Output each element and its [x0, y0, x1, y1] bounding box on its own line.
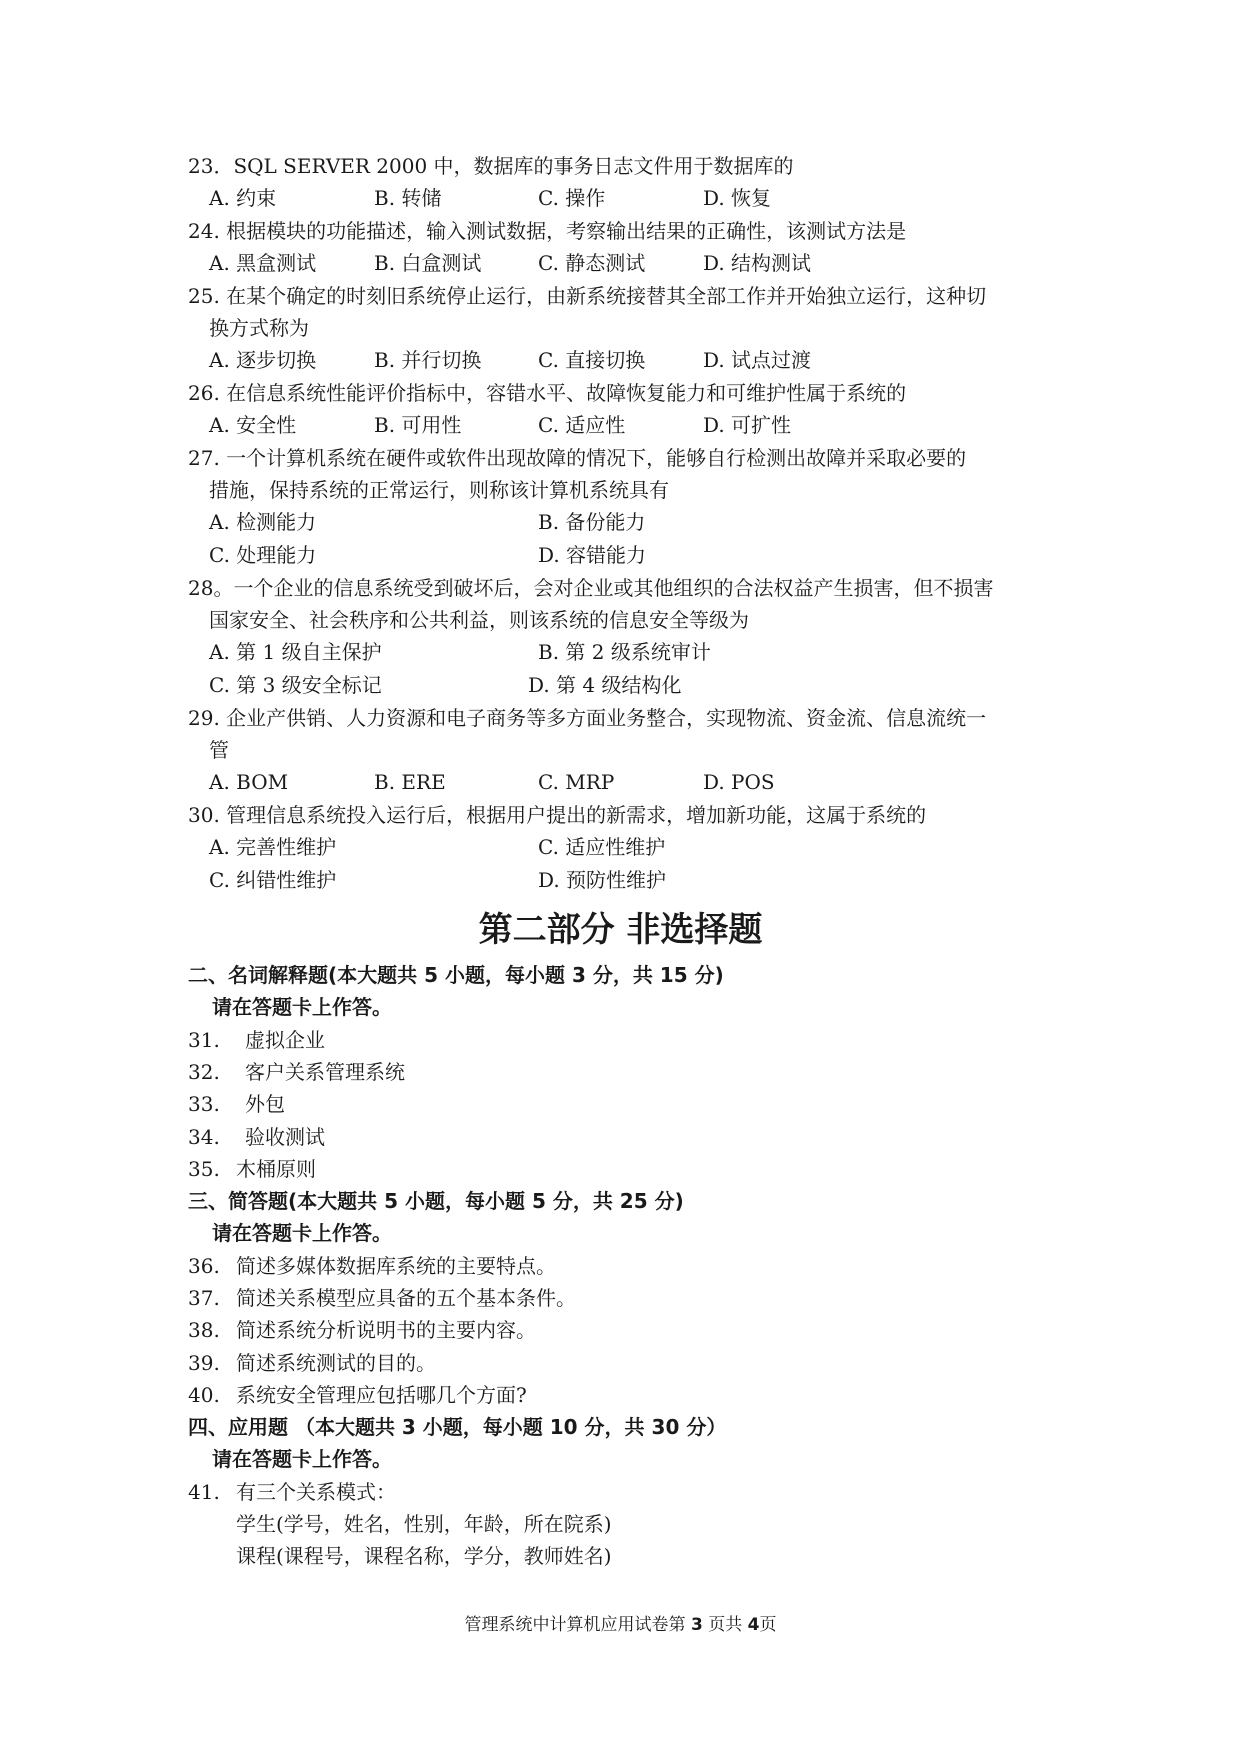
footer-suffix: 页 [759, 1615, 777, 1635]
section-2-heading: 二、名词解释题(本大题共 5 小题，每小题 3 分，共 15 分) [188, 963, 724, 987]
question-41-stem: 有三个关系模式： [236, 1480, 396, 1504]
q29-option-a: A. BOM [209, 770, 289, 794]
q25-option-d: D. 试点过渡 [703, 348, 812, 372]
relation-schema-course: 课程(课程号，课程名称，学分，教师姓名) [236, 1544, 612, 1568]
item-number: 39. [188, 1351, 220, 1375]
question-24-stem: 24. 根据模块的功能描述，输入测试数据，考察输出结果的正确性，该测试方法是 [188, 219, 907, 243]
item-number: 36. [188, 1254, 220, 1278]
term-item: 虚拟企业 [245, 1028, 325, 1052]
short-answer-item: 系统安全管理应包括哪几个方面? [236, 1383, 527, 1407]
relation-schema-student: 学生(学号，姓名，性别，年龄，所在院系) [236, 1512, 612, 1536]
section-3-note: 请在答题卡上作答。 [212, 1221, 392, 1245]
q29-option-d: D. POS [703, 770, 775, 794]
short-answer-item: 简述关系模型应具备的五个基本条件。 [236, 1286, 576, 1310]
question-23-stem: 23．SQL SERVER 2000 中，数据库的事务日志文件用于数据库的 [188, 154, 794, 178]
item-number: 38. [188, 1318, 220, 1342]
question-29-stem-cont: 管 [209, 738, 229, 762]
short-answer-item: 简述系统测试的目的。 [236, 1351, 436, 1375]
q26-option-a: A. 安全性 [209, 413, 297, 437]
q24-option-b: B. 白盒测试 [374, 251, 482, 275]
part-title: 第二部分 非选择题 [478, 910, 763, 950]
q28-option-d: D. 第 4 级结构化 [528, 673, 682, 697]
page-footer [0, 1614, 1241, 1636]
footer-page-number: 3 [690, 1615, 703, 1635]
q27-option-b: B. 备份能力 [538, 510, 646, 534]
q27-option-d: D. 容错能力 [538, 543, 647, 567]
item-number: 31. [188, 1028, 220, 1052]
question-28-stem-cont: 国家安全、社会秩序和公共利益，则该系统的信息安全等级为 [209, 608, 749, 632]
q29-option-c: C. MRP [538, 770, 615, 794]
q25-option-c: C. 直接切换 [538, 348, 646, 372]
q28-option-a: A. 第 1 级自主保护 [209, 640, 382, 664]
q23-option-c: C. 操作 [538, 186, 606, 210]
term-item: 外包 [245, 1092, 285, 1116]
q25-option-b: B. 并行切换 [374, 348, 482, 372]
item-number: 32. [188, 1060, 220, 1084]
q24-option-d: D. 结构测试 [703, 251, 812, 275]
q30-option-b: C. 适应性维护 [538, 835, 666, 859]
question-27-stem-cont: 措施，保持系统的正常运行，则称该计算机系统具有 [209, 478, 669, 502]
q29-option-b: B. ERE [374, 770, 446, 794]
q30-option-d: D. 预防性维护 [538, 868, 667, 892]
question-27-stem: 27. 一个计算机系统在硬件或软件出现故障的情况下，能够自行检测出故障并采取必要的 [188, 446, 967, 470]
short-answer-item: 简述多媒体数据库系统的主要特点。 [236, 1254, 556, 1278]
q30-option-c: C. 纠错性维护 [209, 868, 337, 892]
q23-option-a: A. 约束 [209, 186, 277, 210]
q23-option-d: D. 恢复 [703, 186, 772, 210]
item-number: 40. [188, 1383, 220, 1407]
q25-option-a: A. 逐步切换 [209, 348, 317, 372]
section-4-note: 请在答题卡上作答。 [212, 1447, 392, 1471]
term-item: 验收测试 [245, 1125, 325, 1149]
q28-option-c: C. 第 3 级安全标记 [209, 673, 382, 697]
item-number: 35. [188, 1157, 220, 1181]
item-number: 33. [188, 1092, 220, 1116]
question-25-stem-cont: 换方式称为 [209, 316, 309, 340]
q26-option-b: B. 可用性 [374, 413, 462, 437]
section-2-note: 请在答题卡上作答。 [212, 995, 392, 1019]
question-28-stem: 28。一个企业的信息系统受到破坏后，会对企业或其他组织的合法权益产生损害，但不损害 [188, 576, 994, 600]
item-number: 37. [188, 1286, 220, 1310]
q24-option-a: A. 黑盒测试 [209, 251, 317, 275]
item-number: 41. [188, 1480, 220, 1504]
q30-option-a: A. 完善性维护 [209, 835, 337, 859]
short-answer-item: 简述系统分析说明书的主要内容。 [236, 1318, 536, 1342]
question-26-stem: 26. 在信息系统性能评价指标中，容错水平、故障恢复能力和可维护性属于系统的 [188, 381, 907, 405]
q27-option-a: A. 检测能力 [209, 510, 317, 534]
question-25-stem: 25. 在某个确定的时刻旧系统停止运行，由新系统接替其全部工作并开始独立运行，这种切 [188, 284, 987, 308]
q27-option-c: C. 处理能力 [209, 543, 317, 567]
q28-option-b: B. 第 2 级系统审计 [538, 640, 711, 664]
section-4-heading: 四、应用题 （本大题共 3 小题，每小题 10 分，共 30 分） [188, 1415, 727, 1439]
section-3-heading: 三、简答题(本大题共 5 小题，每小题 5 分，共 25 分) [188, 1189, 684, 1213]
term-item: 木桶原则 [236, 1157, 316, 1181]
q23-option-b: B. 转储 [374, 186, 442, 210]
q24-option-c: C. 静态测试 [538, 251, 646, 275]
footer-prefix: 管理系统中计算机应用试卷第 [464, 1615, 686, 1635]
item-number: 34. [188, 1125, 220, 1149]
q26-option-d: D. 可扩性 [703, 413, 792, 437]
question-29-stem: 29. 企业产供销、人力资源和电子商务等多方面业务整合，实现物流、资金流、信息流统一 [188, 706, 987, 730]
question-30-stem: 30. 管理信息系统投入运行后，根据用户提出的新需求，增加新功能，这属于系统的 [188, 803, 927, 827]
term-item: 客户关系管理系统 [245, 1060, 405, 1084]
footer-total-pages: 4 [747, 1615, 760, 1635]
q26-option-c: C. 适应性 [538, 413, 626, 437]
footer-middle: 页共 [708, 1615, 743, 1635]
